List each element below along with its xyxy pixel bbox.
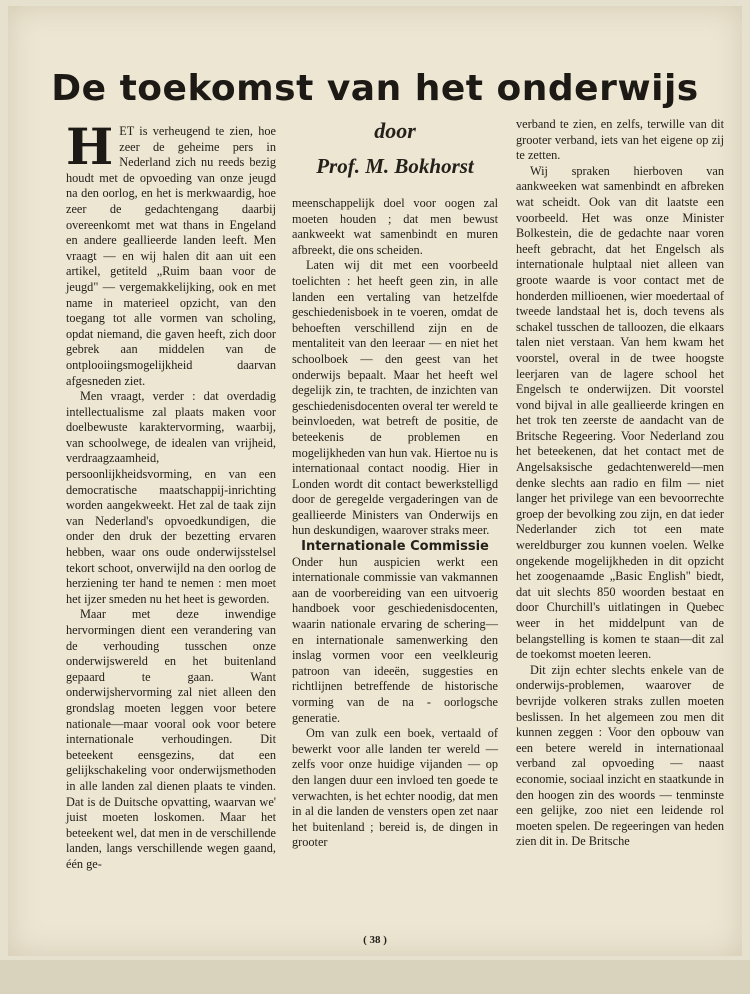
- paragraph: Om van zulk een boek, vertaald of bewerkt voor alle landen ter wereld — zelfs voor onze huidige vijanden — op den langen duur een invloed ten goede te verwachten, is het echter noodig, dat men in al die landen de vensters open zet naar het buitenland ; bereid is, de dingen in grooter: [292, 726, 498, 850]
- paragraph: Dit zijn echter slechts enkele van de onderwijs-problemen, waarover de bevrijde volkeren straks zullen moeten beslissen. In het algemeen zou men dit kunnen zeggen : Voor den opbouw van een betere wereld in internationaal verband zal opvoeding — naast economie, sociaal inzicht en staatkunde in den hoogen zin des woords — tenminste een gelijke, zoo niet een leidende rol moeten spelen. De regeeringen van heden zien dit in. De Britsche: [516, 662, 724, 849]
- paragraph: verband te zien, en zelfs, terwille van dit grooter verband, iets van het eigene op zij te zetten.: [516, 117, 724, 163]
- paragraph: Laten wij dit met een voorbeeld toelichten : het heeft geen zin, in alle landen een vertaling van hetzelfde geschiedenisboek in te voeren, omdat de behoeften verschillend zijn en de mentaliteit van den leeraar — en niet het schoolboek — den geest van het onderwijs bepaalt. Maar het heeft wel degelijk zin, te trachten, de inzichten van geschiedenisdocenten overal ter wereld te beinvloeden, wat betreft de positie, de beteekenis de problemen en mogelijkheden van hun vak. Hiertoe nu is internationaal contact noodig. Hier in Londen wordt dit contact bewerkstelligd door de geregelde vergaderingen van de geallieerde Ministers van Onderwijs en hun deskundigen, waarover straks meer.: [292, 258, 498, 538]
- byline-door: door: [374, 118, 416, 143]
- column-1: [66, 117, 276, 873]
- article-title: De toekomst van het onderwijs: [51, 68, 699, 109]
- paragraph: Men vraagt, verder : dat overdadig intellectualisme zal plaats maken voor doelbewuste karaktervorming, waarbij, van schoolwege, de idealen van vrijheid, verdraagzaamheid, persoonlijkheidsvorming, en van een democratische maatschappij-inrichting worden aangekweekt. Het zal de taak zijn van Nederland's opvoedkundigen, die onder den druk der bezetting ervaren hebben, waar ons oude onderwijsstelsel tekort schoot, onverwijld na den oorlog de herziening ter hand te nemen : men moet het ijzer smeden nu het heet is geworden.: [66, 389, 276, 606]
- page-number: ( 38 ): [363, 934, 387, 946]
- paragraph-text: ET is verheugend te zien, hoe zeer de geheime pers in Nederland zich nu reeds bezig houdt met de opvoeding van onze jeugd na den oorlog, en het is merkwaardig, hoe zeer de gedachtengang daarbij overeenkomt met wat thans in Engeland en andere geallieerde landen leeft. Men vraagt — en wij halen dit aan uit een artikel, getiteld „Ruim baan voor de jeugd" — vergemakkelijking, ook en met name in materieel opzicht, van den toegang tot alle vormen van scholing, opdat niemand, die gaven heeft, zich door gebrek aan middelen van de ontplooiingsmogelijkheid daarvan afgesneden ziet.: [66, 124, 276, 388]
- paragraph: [66, 117, 276, 389]
- paragraph: Wij spraken hierboven van aankweeken wat samenbindt en afbreken wat scheidt. Ook van dit laatste een voorbeeld. Het was onze Minister Bolkestein, die de gedachte naar voren heeft gebracht, dat het Engelsch als internationale hulptaal niet alleen van groote waarde is voor contact met de honderden millioenen, wier moedertaal of tweede landstaal het is, doch tevens als schakel tusschen de talloozen, die elkaars talen niet verstaan. Van hem kwam het voorstel, overal in de twee hoogste leerjaren van de lagere school het Engelsch te onderwijzen. Dit voorstel vond bijval in alle geallieerde kringen en het trok ten zeerste de aandacht van de Britsche Regeering. Voor Nederland zou het beteekenen, dat het contact met de Angelsaksische gedachtenwereld—men denke slechts aan radio en film — niet langer het privilege van een bevoorrechte groep der bevolking zou zijn, en dat ieder Nederlander zich tot een mate wereldburger zou kunnen voelen. Welke ongekende mogelijkheden in dit opzicht het zoogenaamde „Basic English" biedt, dat uit slechts 850 woorden bestaat en door Churchill's uitlatingen in Quebec weer in het middelpunt van de belangstelling is komen te staan—dit zal de toekomst moeten leeren.: [516, 163, 724, 662]
- column-3: [516, 117, 724, 850]
- byline-author: Prof. M. Bokhorst: [316, 154, 474, 178]
- paragraph: Onder hun auspicien werkt een internationale commissie van vakmannen aan de voorbereiding van een uitvoerig handboek voor geschiedenisdocenten, waarin nationale ervaring de schering—en internationale samenwerking den inslag vormen voor een veelkleurig patroon van ideeën, suggesties en richtlijnen betreffende de historische vorming van de na - oorlogsche generatie.: [292, 554, 498, 725]
- scan-background: [0, 960, 750, 994]
- paragraph: meenschappelijk doel voor oogen zal moeten houden ; dat men bewust aankweekt wat samenbindt en muren afbreekt, die ons scheiden.: [292, 196, 498, 257]
- drop-cap: H: [66, 117, 114, 176]
- section-heading: Internationale Commissie: [301, 539, 489, 555]
- column-2: [292, 196, 498, 851]
- paragraph: Maar met deze inwendige hervormingen dient een verandering van de verhouding tusschen onze onderwijswereld en het buitenland gepaard te gaan. Want onderwijshervorming zal niet alleen den grondslag moeten leggen voor betere nationale—maar vooral ook voor betere internationale verhoudingen. Dit beteekent eensgezins, dat een gelijkschakeling voor onderwijsmethoden in alle landen zal dienen plaats te vinden. Dat is de Duitsche opvatting, waarvan we' juist moeten loskomen. Maar het beteekent wel, dat men in de verschillende landen, langs verschillende wegen gaand, één ge-: [66, 607, 276, 871]
